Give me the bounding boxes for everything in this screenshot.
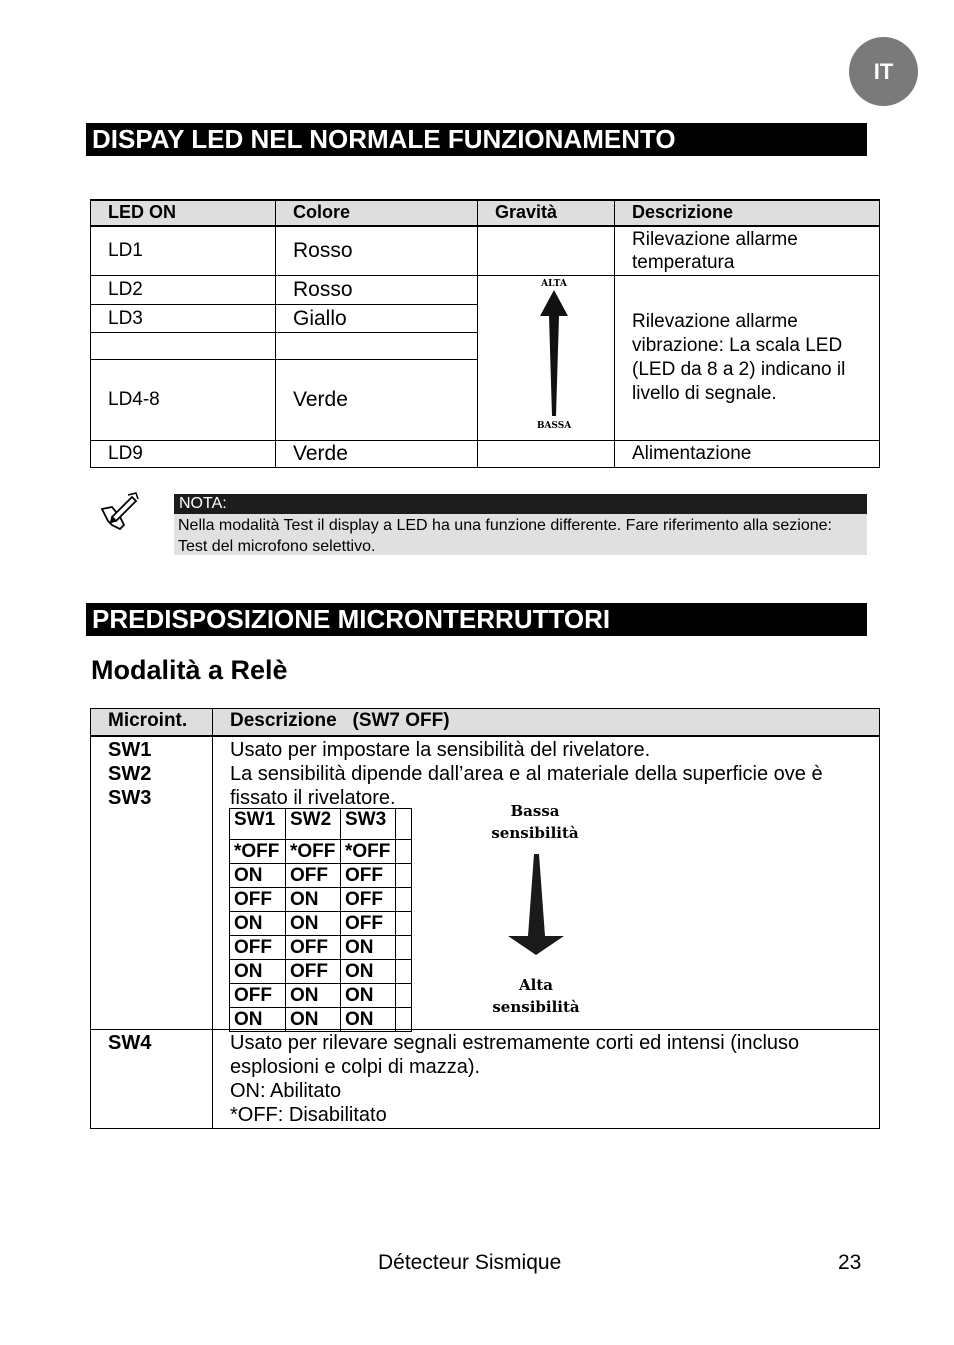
grid-empty-cell <box>396 912 412 936</box>
gravity-arrow-cell <box>478 276 615 441</box>
grid-cell: OFF <box>286 960 341 984</box>
grid-empty-cell <box>396 960 412 984</box>
switch-labels-cell <box>91 736 213 1030</box>
gravity-cell <box>478 226 615 276</box>
grid-cell: ON <box>341 984 396 1008</box>
switch-grid-row <box>230 840 412 864</box>
language-badge: IT <box>849 37 918 106</box>
gravity-low-label: BASSA <box>536 421 572 431</box>
grid-cell: ON <box>286 984 341 1008</box>
sensitivity-switch-table <box>229 808 412 1032</box>
grid-cell: ON <box>341 936 396 960</box>
led-cell: LD9 <box>91 441 276 468</box>
grid-cell: OFF <box>230 888 286 912</box>
led-cell: LD2 <box>91 276 276 305</box>
led-table <box>90 199 880 468</box>
description-line: Usato per impostare la sensibilità del rivelatore. <box>230 738 651 761</box>
led-cell: LD3 <box>91 305 276 333</box>
description-cell: Alimentazione <box>615 441 880 468</box>
grid-cell: *OFF <box>286 840 341 864</box>
grid-header-sw1: SW1 <box>230 809 286 840</box>
sensitivity-arrow-icon <box>505 852 569 956</box>
led-cell: LD4-8 <box>91 360 276 441</box>
grid-cell: OFF <box>286 936 341 960</box>
relay-table-header <box>91 709 880 736</box>
grid-cell: ON <box>230 864 286 888</box>
color-cell: Verde <box>276 441 478 468</box>
grid-cell: ON <box>341 1008 396 1032</box>
switch-grid-row <box>230 1008 412 1032</box>
table-row <box>91 226 880 276</box>
gravity-arrow-shape <box>540 290 568 416</box>
grid-cell: *OFF <box>341 840 396 864</box>
grid-cell: ON <box>230 960 286 984</box>
switch-description-cell <box>213 1030 880 1129</box>
table-row <box>91 276 880 305</box>
grid-cell: OFF <box>341 864 396 888</box>
grid-cell: ON <box>286 912 341 936</box>
low-sensitivity-line: Bassa <box>510 802 560 820</box>
grid-cell: ON <box>230 912 286 936</box>
switch-label: SW4 <box>91 1030 213 1129</box>
grid-cell: OFF <box>341 888 396 912</box>
description-line: ON: Abilitato <box>230 1080 342 1102</box>
grid-cell: ON <box>286 888 341 912</box>
grid-empty-cell <box>396 1008 412 1032</box>
switch-label: SW1 <box>108 738 152 761</box>
grid-empty-cell <box>396 936 412 960</box>
grid-header-sw2: SW2 <box>286 809 341 840</box>
relay-table <box>90 708 880 1129</box>
gravity-cell <box>478 441 615 468</box>
note-box <box>174 494 867 555</box>
switch-grid-row <box>230 912 412 936</box>
subheading-relay-mode: Modalità a Relè <box>91 655 288 685</box>
description-cell: Rilevazione allarme temperatura <box>615 226 880 276</box>
section-title-dip-switches: PREDISPOSIZIONE MICRONTERRUTTORI <box>86 603 867 636</box>
grid-cell: OFF <box>341 912 396 936</box>
low-sensitivity-line: sensibilità <box>491 824 579 842</box>
switch-grid-row <box>230 936 412 960</box>
note-title: NOTA: <box>174 494 867 514</box>
note-text: Nella modalità Test il display a LED ha una funzione differente. Fare riferimento alla sezione: Test del microfono selettivo. <box>178 517 832 555</box>
grid-cell: *OFF <box>230 840 286 864</box>
high-sensitivity-label <box>480 974 592 1018</box>
footer-page-number: 23 <box>838 1251 862 1274</box>
grid-empty-cell <box>396 864 412 888</box>
led-cell <box>91 333 276 360</box>
footer-document-title: Détecteur Sismique <box>378 1251 562 1274</box>
grid-cell: OFF <box>230 936 286 960</box>
header-descrizione-sw7: Descrizione (SW7 OFF) <box>213 709 880 736</box>
grid-header-sw3: SW3 <box>341 809 396 840</box>
pencil-body-shape <box>112 497 136 521</box>
high-sensitivity-line: Alta <box>519 976 553 994</box>
switch-grid-row <box>230 984 412 1008</box>
color-cell: Giallo <box>276 305 478 333</box>
switch-grid-row <box>230 960 412 984</box>
gravity-arrow-icon <box>478 276 614 434</box>
description-line: esplosioni e colpi di mazza). <box>230 1056 481 1078</box>
header-gravita: Gravità <box>478 200 615 226</box>
grid-cell: OFF <box>286 864 341 888</box>
grid-empty-cell <box>396 888 412 912</box>
grid-empty-cell <box>396 809 412 840</box>
high-sensitivity-line: sensibilità <box>492 998 580 1016</box>
color-cell: Rosso <box>276 226 478 276</box>
description-line: Usato per rilevare segnali estremamente corti ed intensi (incluso <box>230 1032 800 1054</box>
grid-cell: OFF <box>230 984 286 1008</box>
led-cell: LD1 <box>91 226 276 276</box>
vibration-description-cell: Rilevazione allarme vibrazione: La scala LED (LED da 8 a 2) indicano il livello di segnale. <box>615 276 880 441</box>
low-sensitivity-label <box>480 800 590 844</box>
switch-grid-row <box>230 864 412 888</box>
header-led-on: LED ON <box>91 200 276 226</box>
header-colore: Colore <box>276 200 478 226</box>
switch-label: SW3 <box>108 786 152 809</box>
color-cell: Rosso <box>276 276 478 305</box>
sensitivity-arrow-shape <box>508 854 564 955</box>
switch-grid-row <box>230 888 412 912</box>
grid-empty-cell <box>396 840 412 864</box>
header-microint: Microint. <box>91 709 213 736</box>
grid-cell: ON <box>341 960 396 984</box>
description-line: fissato il rivelatore. <box>230 786 396 809</box>
color-cell <box>276 333 478 360</box>
led-table-header <box>91 200 880 226</box>
grid-empty-cell <box>396 984 412 1008</box>
table-row-sw4 <box>91 1030 880 1129</box>
note-pencil-icon <box>98 491 140 533</box>
section-title-led-display: DISPAY LED NEL NORMALE FUNZIONAMENTO <box>86 123 867 156</box>
gravity-high-label: ALTA <box>541 279 567 289</box>
table-row <box>91 441 880 468</box>
grid-cell: ON <box>286 1008 341 1032</box>
color-cell: Verde <box>276 360 478 441</box>
description-line: *OFF: Disabilitato <box>230 1104 387 1126</box>
header-descrizione: Descrizione <box>615 200 880 226</box>
switch-label: SW2 <box>108 762 152 785</box>
grid-cell: ON <box>230 1008 286 1032</box>
description-line: La sensibilità dipende dall’area e al materiale della superficie ove è <box>230 762 823 785</box>
switch-grid-header <box>230 809 412 840</box>
